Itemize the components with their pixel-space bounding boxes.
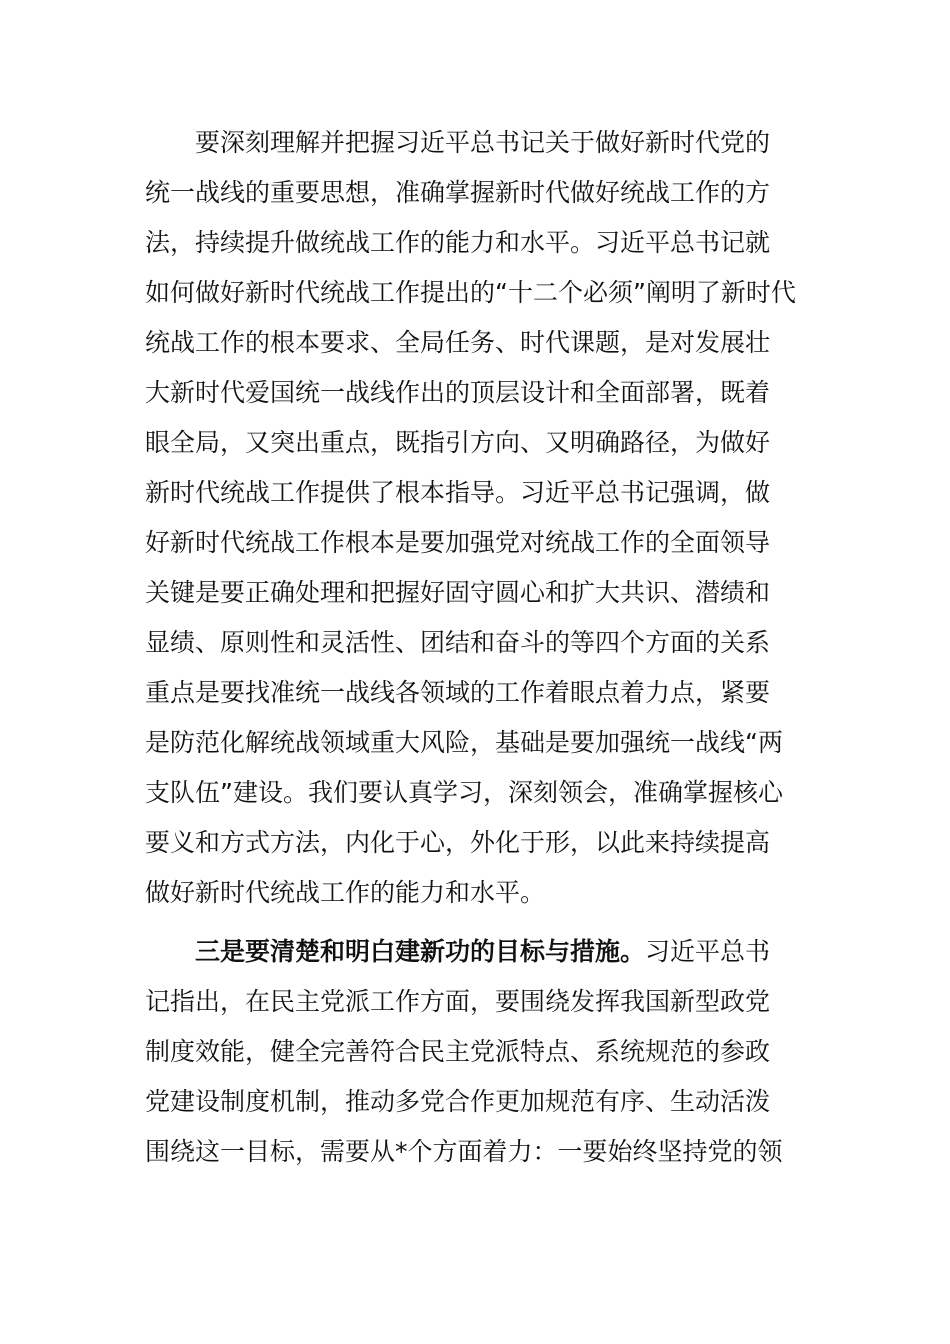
paragraph2-line-3: 制度效能，健全完善符合民主党派特点、系统规范的参政 [145,1037,771,1066]
section-heading: 三是要清楚和明白建新功的目标与措施。 [195,937,646,966]
paragraph1-line-16: 做好新时代统战工作的能力和水平。 [145,878,546,907]
paragraph1-line-3: 法，持续提升做统战工作的能力和水平。习近平总书记就 [145,228,771,257]
paragraph2-line-1 [195,927,810,977]
paragraph1-line-7: 眼全局，又突出重点，既指引方向、又明确路径，为做好 [145,428,771,457]
paragraph1-line-11: 显绩、原则性和灵活性、团结和奋斗的等四个方面的关系 [145,628,771,657]
paragraph1-line-5: 统战工作的根本要求、全局任务、时代课题，是对发展壮 [145,328,771,357]
paragraph2-line-2: 记指出，在民主党派工作方面，要围绕发挥我国新型政党 [145,987,771,1016]
paragraph1-line-4: 如何做好新时代统战工作提出的“十二个必须”阐明了新时代 [145,278,796,307]
paragraph1-line-2: 统一战线的重要思想，准确掌握新时代做好统战工作的方 [145,178,771,207]
paragraph1-line-6: 大新时代爱国统一战线作出的顶层设计和全面部署，既着 [145,378,771,407]
paragraph1-line-12: 重点是要找准统一战线各领域的工作着眼点着力点，紧要 [145,678,771,707]
paragraph1-line-8: 新时代统战工作提供了根本指导。习近平总书记强调，做 [145,478,771,507]
paragraph1-line-10: 关键是要正确处理和把握好固守圆心和扩大共识、潜绩和 [145,578,771,607]
paragraph2-first-line-text: 习近平总书 [645,937,771,966]
paragraph2-line-5: 围绕这一目标，需要从*个方面着力：一要始终坚持党的领 [145,1137,783,1166]
paragraph2-line-4: 党建设制度机制，推动多党合作更加规范有序、生动活泼 [145,1087,771,1116]
paragraph1-line-1: 要深刻理解并把握习近平总书记关于做好新时代党的 [195,128,771,157]
paragraph1-line-15: 要义和方式方法，内化于心，外化于形，以此来持续提高 [145,828,771,857]
paragraph1-line-9: 好新时代统战工作根本是要加强党对统战工作的全面领导 [145,528,771,557]
paragraph1-line-14: 支队伍”建设。我们要认真学习，深刻领会，准确掌握核心 [145,778,783,807]
paragraph1-line-13: 是防范化解统战领域重大风险，基础是要加强统一战线“两 [145,728,783,757]
